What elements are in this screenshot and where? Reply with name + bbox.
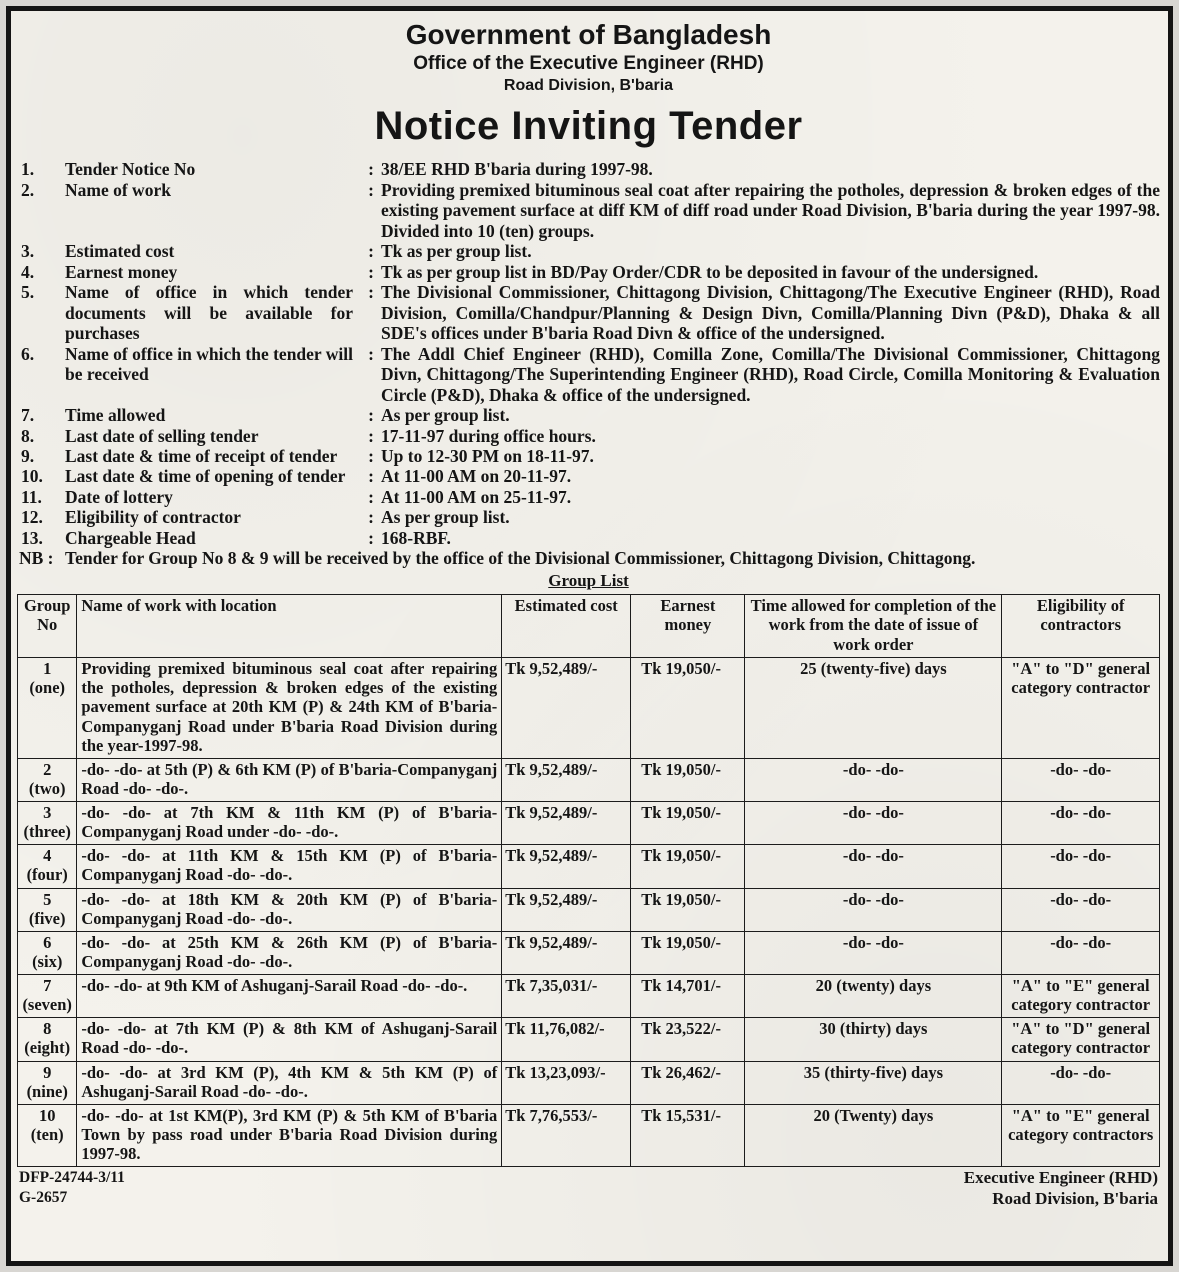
- nb-note: [17, 548, 1160, 568]
- notice-item-5: [17, 282, 1160, 343]
- work-name-cell: -do- -do- at 11th KM & 15th KM (P) of B'baria-Companyganj Road -do- -do-.: [77, 845, 502, 888]
- item-colon: :: [368, 343, 374, 364]
- table-row: [18, 802, 1160, 845]
- estimated-cost-cell: Tk 13,23,093/-: [502, 1061, 631, 1104]
- item-number: 4.: [21, 261, 35, 282]
- item-number: 7.: [21, 405, 35, 426]
- col-header-eligibility: Eligibility of contractors: [1002, 594, 1160, 657]
- work-name-cell: -do- -do- at 18th KM & 20th KM (P) of B'baria-Companyganj Road -do- -do-.: [77, 888, 502, 931]
- notice-item-11: [17, 487, 1160, 507]
- group-no-cell: [18, 975, 77, 1018]
- group-no-cell: [18, 1018, 77, 1061]
- earnest-money-cell: Tk 19,050/-: [631, 802, 745, 845]
- item-number: 1.: [21, 159, 35, 180]
- document-footer: [17, 1167, 1160, 1209]
- estimated-cost-cell: Tk 9,52,489/-: [502, 658, 631, 759]
- group-number: 5: [43, 889, 52, 909]
- eligibility-cell: "A" to "E" general category contractor: [1002, 975, 1160, 1018]
- col-header-name: Name of work with location: [77, 594, 502, 657]
- earnest-money-cell: Tk 26,462/-: [631, 1061, 745, 1104]
- notice-item-2: [17, 180, 1160, 241]
- table-row: [18, 1104, 1160, 1166]
- group-no-cell: [18, 802, 77, 845]
- work-name-cell: Providing premixed bituminous seal coat after repairing the potholes, depression & broken edges of the existing pavement surface at 20th KM (P) & 24th KM of B'baria-Companyganj Road under B'baria Road Division during the year-1997-98.: [77, 658, 502, 759]
- group-no-cell: [18, 1104, 77, 1166]
- table-row: [18, 658, 1160, 759]
- footer-ref-g: G-2657: [19, 1188, 68, 1206]
- col-header-cost: Estimated cost: [502, 594, 631, 657]
- item-value: Tk as per group list in BD/Pay Order/CDR to be deposited in favour of the undersigned.: [381, 261, 1039, 282]
- item-colon: :: [368, 405, 374, 426]
- item-colon: :: [368, 241, 374, 262]
- group-no-cell: [18, 1061, 77, 1104]
- group-list-title: Group List: [548, 570, 629, 590]
- item-label: Date of lottery: [65, 486, 173, 507]
- notice-items: [17, 159, 1160, 548]
- earnest-money-cell: Tk 19,050/-: [631, 931, 745, 974]
- item-label: Eligibility of contractor: [65, 507, 241, 528]
- eligibility-cell: -do- -do-: [1002, 931, 1160, 974]
- notice-item-6: [17, 344, 1160, 405]
- item-colon: :: [368, 179, 374, 200]
- group-word: (six): [32, 951, 63, 971]
- item-value: Up to 12-30 PM on 18-11-97.: [381, 445, 594, 466]
- estimated-cost-cell: Tk 9,52,489/-: [502, 931, 631, 974]
- group-no-cell: [18, 658, 77, 759]
- group-number: 3: [43, 803, 52, 823]
- item-label: Name of work: [65, 179, 171, 200]
- group-list-table: [17, 594, 1160, 1167]
- item-value: As per group list.: [381, 507, 510, 528]
- eligibility-cell: "A" to "E" general category contractors: [1002, 1104, 1160, 1166]
- work-name-cell: -do- -do- at 1st KM(P), 3rd KM (P) & 5th KM of B'baria Town by pass road under B'baria Road Division during 1997-98.: [77, 1104, 502, 1166]
- item-value: 17-11-97 during office hours.: [381, 425, 596, 446]
- estimated-cost-cell: Tk 7,35,031/-: [502, 975, 631, 1018]
- earnest-money-cell: Tk 14,701/-: [631, 975, 745, 1018]
- table-row: [18, 1018, 1160, 1061]
- item-value: At 11-00 AM on 20-11-97.: [381, 466, 572, 487]
- item-value: As per group list.: [381, 405, 510, 426]
- document-header: [17, 19, 1160, 149]
- earnest-money-cell: Tk 15,531/-: [631, 1104, 745, 1166]
- item-colon: :: [368, 445, 374, 466]
- group-word: (four): [26, 865, 68, 885]
- estimated-cost-cell: Tk 11,76,082/-: [502, 1018, 631, 1061]
- col-header-group-no: Group No: [18, 594, 77, 657]
- item-label: Name of office in which the tender will be received: [65, 343, 353, 385]
- notice-title: Notice Inviting Tender: [374, 104, 803, 149]
- group-number: 1: [43, 659, 52, 679]
- item-number: 9.: [21, 445, 35, 466]
- group-word: (ten): [30, 1124, 64, 1144]
- footer-references: [19, 1168, 125, 1207]
- table-row: [18, 975, 1160, 1018]
- item-colon: :: [368, 159, 374, 180]
- work-name-cell: -do- -do- at 7th KM & 11th KM (P) of B'baria-Companyganj Road under -do- -do-.: [77, 802, 502, 845]
- work-name-cell: -do- -do- at 7th KM (P) & 8th KM of Ashuganj-Sarail Road -do- -do-.: [77, 1018, 502, 1061]
- group-no-cell: [18, 931, 77, 974]
- work-name-cell: -do- -do- at 9th KM of Ashuganj-Sarail Road -do- -do-.: [77, 975, 502, 1018]
- item-label: Last date & time of receipt of tender: [65, 445, 338, 466]
- time-allowed-cell: 20 (twenty) days: [745, 975, 1002, 1018]
- signatory-division: Road Division, B'baria: [992, 1188, 1158, 1208]
- footer-signature: [964, 1168, 1158, 1209]
- notice-item-13: [17, 528, 1160, 548]
- notice-item-12: [17, 507, 1160, 527]
- item-number: 11.: [21, 486, 42, 507]
- col-header-earnest: Earnest money: [631, 594, 745, 657]
- col-header-time: Time allowed for completion of the work from the date of issue of work order: [745, 594, 1002, 657]
- table-header-row: [18, 594, 1160, 657]
- group-number: 6: [43, 932, 52, 952]
- item-value: At 11-00 AM on 25-11-97.: [381, 486, 572, 507]
- item-label: Last date of selling tender: [65, 425, 259, 446]
- item-label: Last date & time of opening of tender: [65, 466, 346, 487]
- time-allowed-cell: 25 (twenty-five) days: [745, 658, 1002, 759]
- item-number: 13.: [21, 527, 43, 548]
- footer-ref-dfp: DFP-24744-3/11: [19, 1169, 125, 1187]
- group-no-cell: [18, 845, 77, 888]
- item-label: Earnest money: [65, 261, 178, 282]
- item-label: Time allowed: [65, 405, 166, 426]
- item-number: 3.: [21, 241, 35, 262]
- eligibility-cell: -do- -do-: [1002, 802, 1160, 845]
- group-number: 9: [43, 1062, 52, 1082]
- table-row: [18, 931, 1160, 974]
- item-number: 5.: [21, 282, 35, 303]
- item-label: Name of office in which tender documents will be available for purchases: [65, 282, 353, 344]
- notice-item-1: [17, 159, 1160, 179]
- office-name: Office of the Executive Engineer (RHD): [413, 53, 764, 75]
- item-number: 10.: [21, 466, 43, 487]
- notice-item-3: [17, 241, 1160, 261]
- notice-item-10: [17, 466, 1160, 486]
- group-word: (two): [28, 778, 66, 798]
- eligibility-cell: -do- -do-: [1002, 845, 1160, 888]
- table-row: [18, 1061, 1160, 1104]
- group-word: (eight): [24, 1038, 71, 1058]
- group-number: 7: [43, 976, 52, 996]
- estimated-cost-cell: Tk 9,52,489/-: [502, 845, 631, 888]
- time-allowed-cell: -do- -do-: [745, 845, 1002, 888]
- eligibility-cell: -do- -do-: [1002, 758, 1160, 801]
- group-number: 2: [43, 759, 52, 779]
- item-colon: :: [368, 282, 374, 303]
- notice-item-7: [17, 405, 1160, 425]
- nb-label: NB :: [19, 548, 54, 569]
- item-value: The Divisional Commissioner, Chittagong Division, Chittagong/The Executive Engineer (RHD), Road Division, Comilla/Chandpur/Planning & Design Divn, Comilla/Planning Divn (P&D), Dhaka & all SDE's offices under B'baria Road Divn & office of the undersigned.: [381, 282, 1160, 344]
- item-colon: :: [368, 466, 374, 487]
- notice-item-9: [17, 446, 1160, 466]
- division-name: Road Division, B'baria: [503, 77, 674, 95]
- group-word: (three): [23, 822, 71, 842]
- group-word: (five): [28, 908, 66, 928]
- item-colon: :: [368, 507, 374, 528]
- signatory-title: Executive Engineer (RHD): [963, 1168, 1158, 1188]
- time-allowed-cell: 30 (thirty) days: [745, 1018, 1002, 1061]
- item-number: 12.: [21, 507, 43, 528]
- earnest-money-cell: Tk 23,522/-: [631, 1018, 745, 1061]
- table-row: [18, 845, 1160, 888]
- item-colon: :: [368, 425, 374, 446]
- item-number: 8.: [21, 425, 35, 446]
- group-number: 4: [43, 846, 52, 866]
- item-number: 6.: [21, 343, 35, 364]
- nb-text: Tender for Group No 8 & 9 will be received by the office of the Divisional Commissioner, Chittagong Division, Chittagong.: [65, 548, 976, 569]
- table-row: [18, 758, 1160, 801]
- item-value: Providing premixed bituminous seal coat after repairing the potholes, depression & broken edges of the existing pavement surface at diff KM of diff road under Road Division, B'baria during the year 1997-98. Divided into 10 (ten) groups.: [381, 179, 1160, 241]
- eligibility-cell: -do- -do-: [1002, 888, 1160, 931]
- group-number: 10: [38, 1105, 56, 1125]
- earnest-money-cell: Tk 19,050/-: [631, 658, 745, 759]
- item-label: Estimated cost: [65, 241, 175, 262]
- item-colon: :: [368, 261, 374, 282]
- item-number: 2.: [21, 179, 35, 200]
- work-name-cell: -do- -do- at 3rd KM (P), 4th KM & 5th KM (P) of Ashuganj-Sarail Road -do- -do-.: [77, 1061, 502, 1104]
- estimated-cost-cell: Tk 9,52,489/-: [502, 758, 631, 801]
- group-word: (seven): [22, 995, 72, 1015]
- item-label: Tender Notice No: [65, 159, 196, 180]
- estimated-cost-cell: Tk 7,76,553/-: [502, 1104, 631, 1166]
- time-allowed-cell: -do- -do-: [745, 931, 1002, 974]
- time-allowed-cell: -do- -do-: [745, 758, 1002, 801]
- earnest-money-cell: Tk 19,050/-: [631, 758, 745, 801]
- table-row: [18, 888, 1160, 931]
- notice-document: [6, 6, 1173, 1266]
- time-allowed-cell: 20 (Twenty) days: [745, 1104, 1002, 1166]
- earnest-money-cell: Tk 19,050/-: [631, 888, 745, 931]
- item-colon: :: [368, 527, 374, 548]
- group-no-cell: [18, 888, 77, 931]
- time-allowed-cell: -do- -do-: [745, 888, 1002, 931]
- notice-item-4: [17, 262, 1160, 282]
- group-no-cell: [18, 758, 77, 801]
- eligibility-cell: "A" to "D" general category contractor: [1002, 658, 1160, 759]
- item-label: Chargeable Head: [65, 527, 196, 548]
- eligibility-cell: -do- -do-: [1002, 1061, 1160, 1104]
- item-value: 38/EE RHD B'baria during 1997-98.: [381, 159, 653, 180]
- item-value: The Addl Chief Engineer (RHD), Comilla Zone, Comilla/The Divisional Commissioner, Chittagong Divn, Chittagong/The Superintending Engineer (RHD), Road Circle, Comilla Monitoring & Evaluation Circle (P&D), Dhaka & office of the undersigned.: [381, 343, 1160, 405]
- eligibility-cell: "A" to "D" general category contractor: [1002, 1018, 1160, 1061]
- group-number: 8: [43, 1019, 52, 1039]
- earnest-money-cell: Tk 19,050/-: [631, 845, 745, 888]
- work-name-cell: -do- -do- at 5th (P) & 6th KM (P) of B'baria-Companyganj Road -do- -do-.: [77, 758, 502, 801]
- estimated-cost-cell: Tk 9,52,489/-: [502, 802, 631, 845]
- group-word: (one): [29, 678, 66, 698]
- item-value: Tk as per group list.: [381, 241, 532, 262]
- item-colon: :: [368, 486, 374, 507]
- estimated-cost-cell: Tk 9,52,489/-: [502, 888, 631, 931]
- government-name: Government of Bangladesh: [405, 19, 772, 50]
- group-word: (nine): [26, 1081, 68, 1101]
- time-allowed-cell: -do- -do-: [745, 802, 1002, 845]
- item-value: 168-RBF.: [381, 527, 451, 548]
- work-name-cell: -do- -do- at 25th KM & 26th KM (P) of B'baria-Companyganj Road -do- -do-.: [77, 931, 502, 974]
- time-allowed-cell: 35 (thirty-five) days: [745, 1061, 1002, 1104]
- notice-item-8: [17, 426, 1160, 446]
